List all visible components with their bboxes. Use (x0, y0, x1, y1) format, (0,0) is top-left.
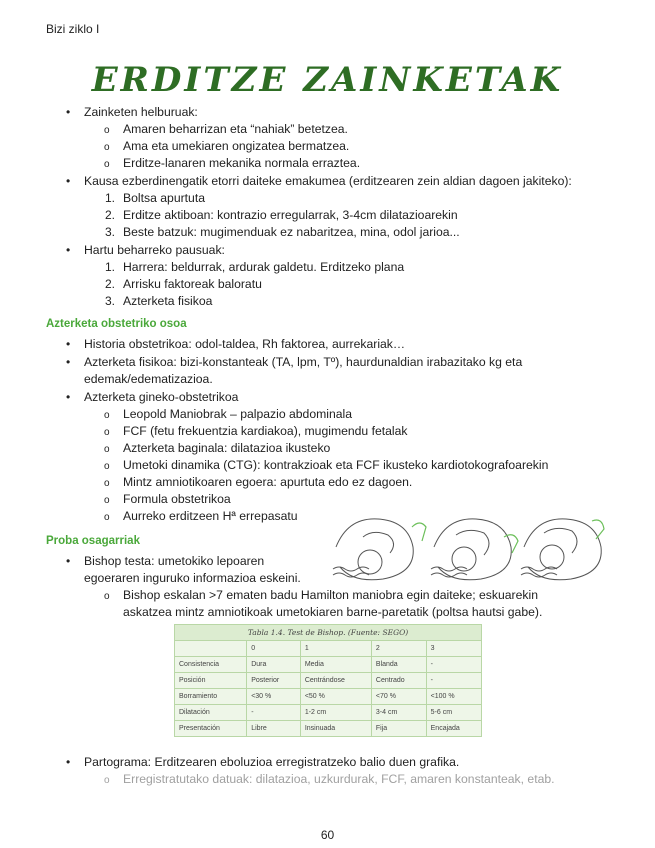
table-header-cell (175, 641, 247, 657)
table-cell: Borramiento (175, 689, 247, 705)
sub-list-item: Erditze-lanaren mekanika normala erraztea. (123, 156, 361, 170)
sub-list-item-continuation: askatzea mintz amniotikoak umetokiaren barne-paretatik (poltsa hautsi gabe). (123, 605, 543, 619)
table-cell: Encajada (426, 721, 481, 737)
numbered-item: Beste batzuk: mugimenduak ez nabaritzea, mina, odol jarioa... (123, 225, 460, 239)
table-cell: Presentación (175, 721, 247, 737)
list-item: Historia obstetrikoa: odol-taldea, Rh faktorea, aurrekariak… (84, 337, 406, 351)
table-cell: <50 % (300, 689, 371, 705)
numbered-item: Boltsa apurtuta (123, 191, 205, 205)
sub-list-item: Erregistratutako datuak: dilatazioa, uzkurdurak, FCF, amaren konstanteak, etab. (123, 772, 555, 786)
page-number: 60 (320, 828, 335, 842)
bullet-dot: • (66, 390, 71, 404)
table-row (175, 673, 482, 689)
table-cell: 1-2 cm (300, 705, 371, 721)
table-cell: Dilatación (175, 705, 247, 721)
bullet-dot: • (66, 755, 71, 769)
table-row (175, 689, 482, 705)
sub-list-item: Azterketa baginala: dilatazioa ikusteko (123, 441, 331, 455)
bullet-dot: • (66, 243, 71, 257)
sub-bullet: o (104, 495, 110, 506)
list-item: Azterketa fisikoa: bizi-konstanteak (TA, lpm, Tº), haurdunaldian irabazitako kg eta (84, 355, 523, 369)
bullet-dot: • (66, 105, 71, 119)
sub-list-item: Formula obstetrikoa (123, 492, 231, 506)
sub-bullet: o (104, 427, 110, 438)
table-header-cell: 3 (426, 641, 481, 657)
table-cell: Media (300, 657, 371, 673)
table-cell: <70 % (371, 689, 426, 705)
list-item-continuation: edemak/edematizazioa. (84, 372, 213, 386)
running-header: Bizi ziklo I (46, 22, 100, 36)
section-heading: Proba osagarriak (46, 535, 140, 547)
sub-list-item: Mintz amniotikoaren egoera: apurtuta edo ez dagoen. (123, 475, 413, 489)
list-item: Bishop testa: umetokiko lepoaren (84, 554, 265, 568)
section-heading: Azterketa obstetriko osoa (46, 318, 187, 330)
list-item: Azterketa gineko-obstetrikoa (84, 390, 239, 404)
table-cell: Consistencia (175, 657, 247, 673)
table-cell: 5-6 cm (426, 705, 481, 721)
sub-bullet: o (104, 478, 110, 489)
sub-list-item: Aurreko erditzeen Hª errepasatu (123, 509, 298, 523)
sub-bullet: o (104, 461, 110, 472)
table-caption: Tabla 1.4. Test de Bishop. (Fuente: SEGO) (174, 624, 482, 640)
table-cell: <30 % (247, 689, 301, 705)
number-marker: 1. (105, 191, 116, 205)
table-row (175, 657, 482, 673)
number-marker: 2. (105, 208, 116, 222)
sub-list-item: Ama eta umekiaren ongizatea bermatzea. (123, 139, 350, 153)
sub-list-item: Umetoki dinamika (CTG): kontrakzioak eta FCF ikusteko kardiotokografoarekin (123, 458, 549, 472)
numbered-item: Arrisku faktoreak baloratu (123, 277, 262, 291)
sub-bullet: o (104, 410, 110, 421)
table-header-cell: 0 (247, 641, 301, 657)
fetus-figure-3 (521, 519, 601, 580)
number-marker: 3. (105, 225, 116, 239)
sub-bullet: o (104, 444, 110, 455)
list-item: Hartu beharreko pausuak: (84, 243, 225, 257)
table-row (175, 721, 482, 737)
table-cell: <100 % (426, 689, 481, 705)
sub-list-item: Leopold Maniobrak – palpazio abdominala (123, 407, 353, 421)
number-marker: 2. (105, 277, 116, 291)
table-header-cell: 2 (371, 641, 426, 657)
table-cell: Blanda (371, 657, 426, 673)
bullet-dot: • (66, 554, 71, 568)
sub-bullet: o (104, 512, 110, 523)
fetus-figure-2 (431, 519, 511, 580)
sub-bullet: o (104, 142, 110, 153)
table-cell: - (247, 705, 301, 721)
bishop-score-table (174, 624, 482, 737)
table-header-row (175, 641, 482, 657)
sub-bullet: o (104, 159, 110, 170)
bullet-dot: • (66, 174, 71, 188)
page-title: ERDITZE ZAINKETAK (91, 60, 564, 100)
table-cell: Centrándose (300, 673, 371, 689)
table-cell: Dura (247, 657, 301, 673)
sub-list-item: Amaren beharrizan eta “nahiak” betetzea. (123, 122, 348, 136)
table-cell: Insinuada (300, 721, 371, 737)
list-item-continuation: egoeraren inguruko informazioa eskeini. (84, 571, 301, 585)
bullet-dot: • (66, 355, 71, 369)
numbered-item: Erditze aktiboan: kontrazio erregularrak, 3-4cm dilatazioarekin (123, 208, 458, 222)
table-cell: Centrado (371, 673, 426, 689)
table-cell: 3-4 cm (371, 705, 426, 721)
table-cell: Fija (371, 721, 426, 737)
sub-bullet: o (104, 125, 110, 136)
sub-bullet: o (104, 775, 110, 786)
sub-list-item: FCF (fetu frekuentzia kardiakoa), mugimendu fetalak (123, 424, 408, 438)
list-item: Partograma: Erditzearen eboluzioa erregistratzeko balio duen grafika. (84, 755, 460, 769)
numbered-item: Azterketa fisikoa (123, 294, 213, 308)
table-cell: - (426, 673, 481, 689)
table-cell: Posterior (247, 673, 301, 689)
numbered-item: Harrera: beldurrak, ardurak galdetu. Erditzeko plana (123, 260, 405, 274)
number-marker: 3. (105, 294, 116, 308)
table-cell: - (426, 657, 481, 673)
number-marker: 1. (105, 260, 116, 274)
table-header-cell: 1 (300, 641, 371, 657)
list-item: Zainketen helburuak: (84, 105, 198, 119)
table-row (175, 705, 482, 721)
sub-bullet: o (104, 591, 110, 602)
fetal-position-illustration (328, 507, 610, 587)
list-item: Kausa ezberdinengatik etorri daiteke emakumea (erditzearen zein aldian dagoen jakiteko): (84, 174, 572, 188)
bullet-dot: • (66, 337, 71, 351)
fetus-figure-1 (333, 519, 413, 580)
sub-list-item: Bishop eskalan >7 ematen badu Hamilton maniobra egin daiteke; eskuarekin (123, 588, 538, 602)
table-cell: Posición (175, 673, 247, 689)
table-cell: Libre (247, 721, 301, 737)
